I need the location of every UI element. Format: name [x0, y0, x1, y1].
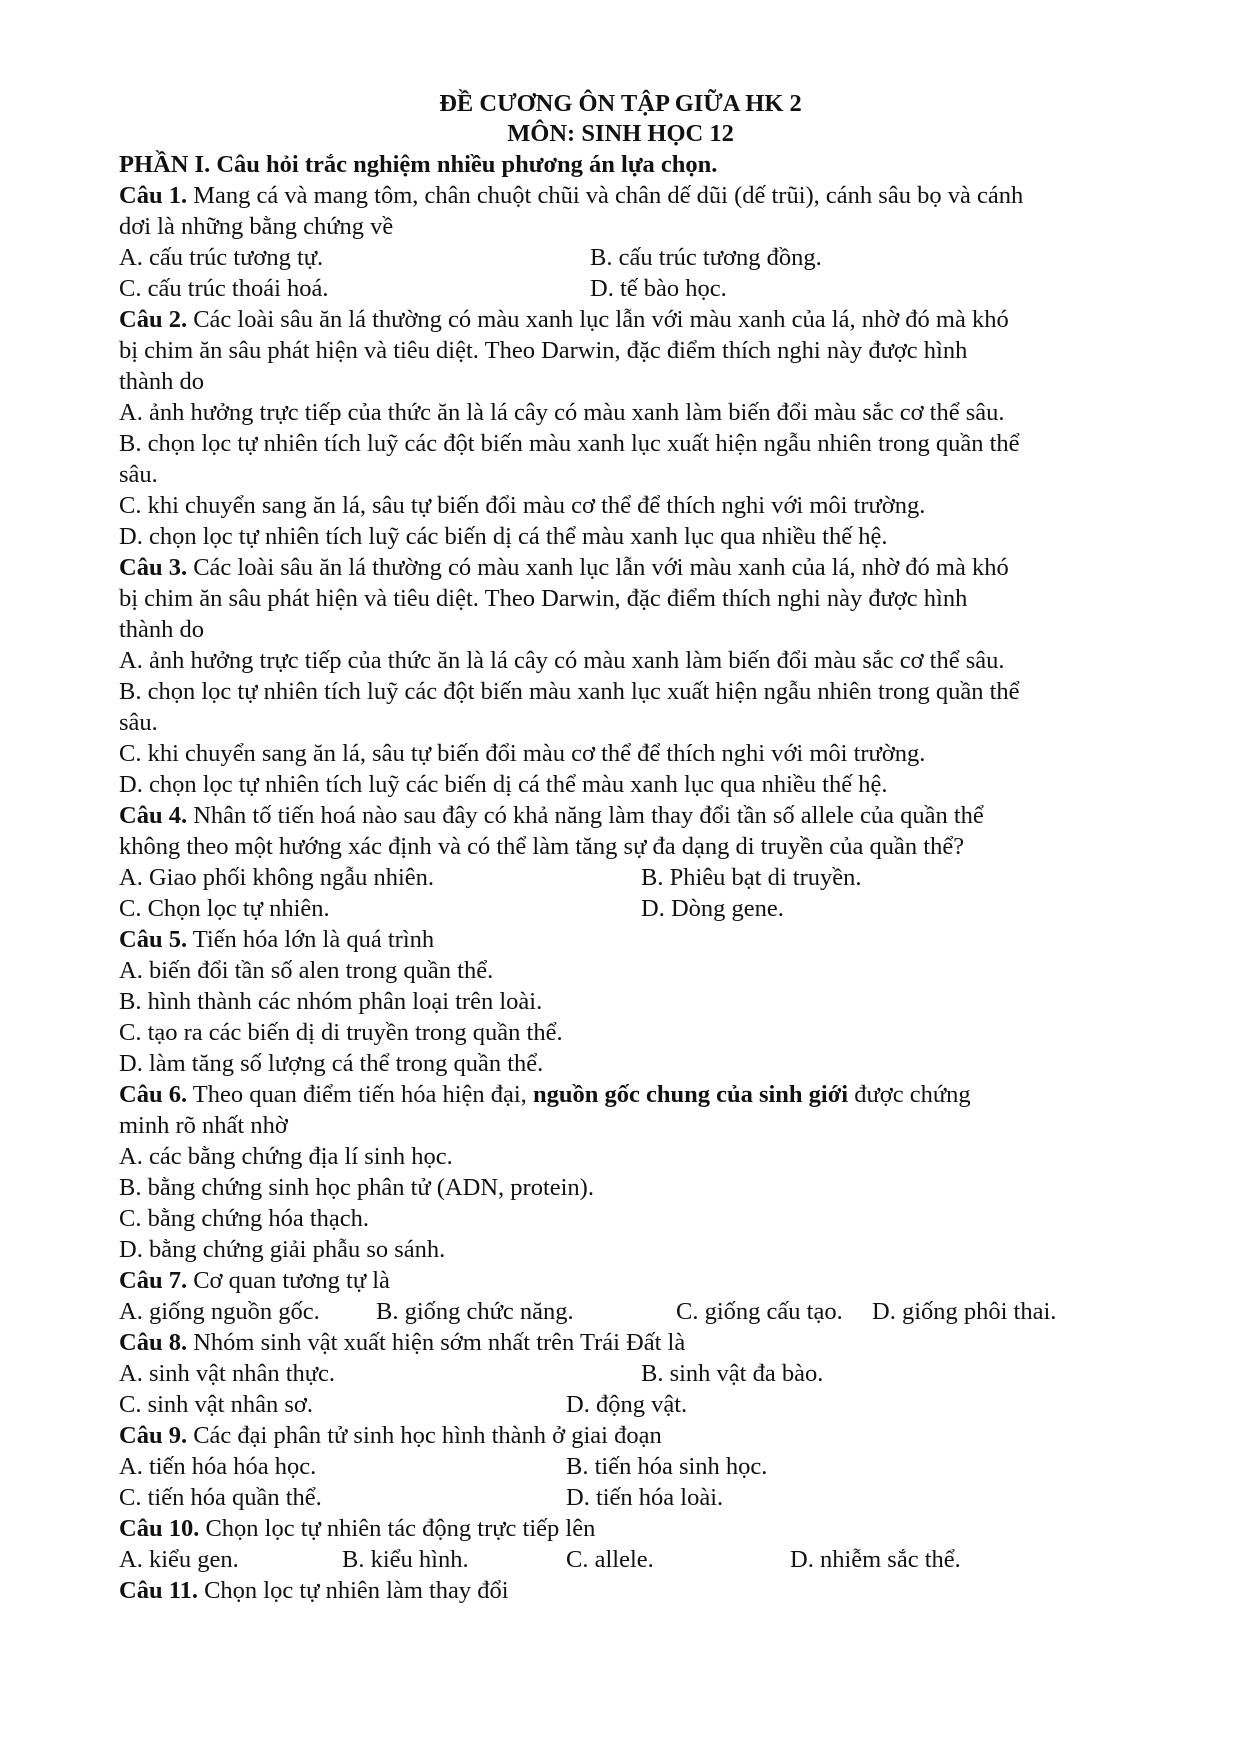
question-8	[119, 1329, 685, 1357]
question-1	[119, 182, 1023, 210]
option-d: D. tiến hóa loài.	[566, 1484, 724, 1511]
question-text-cont: minh rõ nhất nhờ	[119, 1112, 288, 1139]
option-b: B. sinh vật đa bào.	[641, 1360, 824, 1387]
option-d: D. bằng chứng giải phẫu so sánh.	[119, 1236, 446, 1263]
question-4	[119, 802, 984, 830]
option-a: A. biến đổi tần số alen trong quần thể.	[119, 957, 494, 984]
option-c: C. giống cấu tạo.	[676, 1298, 843, 1325]
option-d: D. chọn lọc tự nhiên tích luỹ các biến dị cá thể màu xanh lục qua nhiều thế hệ.	[119, 771, 888, 798]
question-11	[119, 1577, 509, 1605]
question-text: Các loài sâu ăn lá thường có màu xanh lục lẫn với màu xanh của lá, nhờ đó mà khó	[187, 554, 1009, 581]
option-d: D. giống phôi thai.	[872, 1298, 1057, 1325]
option-a: A. kiểu gen.	[119, 1546, 239, 1573]
question-text: Các loài sâu ăn lá thường có màu xanh lục lẫn với màu xanh của lá, nhờ đó mà khó	[187, 306, 1009, 333]
option-b: B. chọn lọc tự nhiên tích luỹ các đột biến màu xanh lục xuất hiện ngẫu nhiên trong quần thể	[119, 430, 1020, 457]
question-text-cont: thành do	[119, 368, 205, 395]
question-text-cont: bị chim ăn sâu phát hiện và tiêu diệt. Theo Darwin, đặc điểm thích nghi này được hình	[119, 337, 968, 364]
question-9	[119, 1422, 662, 1450]
option-b-cont: sâu.	[119, 461, 158, 488]
question-label: Câu 7.	[119, 1267, 188, 1294]
option-a: A. tiến hóa hóa học.	[119, 1453, 317, 1480]
question-label: Câu 5.	[119, 926, 188, 953]
option-a: A. các bằng chứng địa lí sinh học.	[119, 1143, 453, 1170]
question-label: Câu 8.	[119, 1329, 188, 1356]
question-text-cont: không theo một hướng xác định và có thể làm tăng sự đa dạng di truyền của quần thể?	[119, 833, 965, 860]
option-d: D. động vật.	[566, 1391, 688, 1418]
question-text-end: được chứng	[848, 1081, 971, 1108]
question-text: Cơ quan tương tự là	[187, 1267, 390, 1294]
option-c: C. cấu trúc thoái hoá.	[119, 275, 329, 302]
option-c: C. khi chuyển sang ăn lá, sâu tự biến đổi màu cơ thể để thích nghi với môi trường.	[119, 492, 926, 519]
question-text: Các đại phân tử sinh học hình thành ở giai đoạn	[187, 1422, 662, 1449]
question-2	[119, 306, 1009, 334]
question-text-cont: bị chim ăn sâu phát hiện và tiêu diệt. Theo Darwin, đặc điểm thích nghi này được hình	[119, 585, 968, 612]
question-label: Câu 4.	[119, 802, 188, 829]
question-emphasis: nguồn gốc chung của sinh giới	[532, 1081, 849, 1108]
question-text: Nhân tố tiến hoá nào sau đây có khả năng làm thay đổi tần số allele của quần thể	[187, 802, 984, 829]
option-d: D. chọn lọc tự nhiên tích luỹ các biến dị cá thể màu xanh lục qua nhiều thế hệ.	[119, 523, 888, 550]
question-10	[119, 1515, 595, 1543]
option-a: A. Giao phối không ngẫu nhiên.	[119, 864, 435, 891]
option-b: B. chọn lọc tự nhiên tích luỹ các đột biến màu xanh lục xuất hiện ngẫu nhiên trong quần thể	[119, 678, 1020, 705]
option-c: C. allele.	[566, 1546, 654, 1573]
option-b: B. hình thành các nhóm phân loại trên loài.	[119, 988, 543, 1015]
section-title: PHẦN I. Câu hỏi trắc nghiệm nhiều phương án lựa chọn.	[119, 151, 718, 178]
question-3	[119, 554, 1009, 582]
option-c: C. Chọn lọc tự nhiên.	[119, 895, 330, 922]
option-a: A. ảnh hưởng trực tiếp của thức ăn là lá cây có màu xanh làm biến đổi màu sắc cơ thể sâu.	[119, 399, 1005, 426]
option-a: A. cấu trúc tương tự.	[119, 244, 324, 271]
option-b: B. kiểu hình.	[342, 1546, 469, 1573]
question-7	[119, 1267, 390, 1295]
question-5	[119, 926, 434, 954]
question-text: Chọn lọc tự nhiên tác động trực tiếp lên	[199, 1515, 596, 1542]
option-a: A. sinh vật nhân thực.	[119, 1360, 336, 1387]
option-c: C. tiến hóa quần thể.	[119, 1484, 322, 1511]
document-subject: MÔN: SINH HỌC 12	[507, 120, 734, 147]
question-label: Câu 1.	[119, 182, 188, 209]
option-b: B. bằng chứng sinh học phân tử (ADN, protein).	[119, 1174, 594, 1201]
question-text-cont: thành do	[119, 616, 205, 643]
question-label: Câu 10.	[119, 1515, 200, 1542]
question-text: Nhóm sinh vật xuất hiện sớm nhất trên Trái Đất là	[187, 1329, 686, 1356]
question-text: Mang cá và mang tôm, chân chuột chũi và chân dế dũi (dế trũi), cánh sâu bọ và cánh	[187, 182, 1024, 209]
option-c: C. sinh vật nhân sơ.	[119, 1391, 313, 1418]
option-d: D. làm tăng số lượng cá thể trong quần thể.	[119, 1050, 544, 1077]
option-b: B. cấu trúc tương đồng.	[590, 244, 822, 271]
option-d: D. tế bào học.	[590, 275, 727, 302]
option-a: A. giống nguồn gốc.	[119, 1298, 320, 1325]
question-label: Câu 9.	[119, 1422, 188, 1449]
option-c: C. tạo ra các biến dị di truyền trong quần thể.	[119, 1019, 563, 1046]
option-b-cont: sâu.	[119, 709, 158, 736]
option-c: C. bằng chứng hóa thạch.	[119, 1205, 370, 1232]
option-c: C. khi chuyển sang ăn lá, sâu tự biến đổi màu cơ thể để thích nghi với môi trường.	[119, 740, 926, 767]
question-text: Theo quan điểm tiến hóa hiện đại,	[187, 1081, 533, 1108]
option-b: B. Phiêu bạt di truyền.	[641, 864, 862, 891]
option-b: B. giống chức năng.	[376, 1298, 574, 1325]
question-6	[119, 1081, 971, 1109]
question-label: Câu 11.	[119, 1577, 198, 1604]
document-title: ĐỀ CƯƠNG ÔN TẬP GIỮA HK 2	[439, 90, 802, 117]
question-label: Câu 6.	[119, 1081, 188, 1108]
question-text: Chọn lọc tự nhiên làm thay đổi	[197, 1577, 509, 1604]
option-a: A. ảnh hưởng trực tiếp của thức ăn là lá cây có màu xanh làm biến đổi màu sắc cơ thể sâu.	[119, 647, 1005, 674]
question-text: Tiến hóa lớn là quá trình	[187, 926, 435, 953]
option-d: D. nhiễm sắc thể.	[790, 1546, 961, 1573]
option-d: D. Dòng gene.	[641, 895, 784, 922]
question-label: Câu 3.	[119, 554, 188, 581]
question-text-cont: dơi là những bằng chứng về	[119, 213, 394, 240]
option-b: B. tiến hóa sinh học.	[566, 1453, 768, 1480]
question-label: Câu 2.	[119, 306, 188, 333]
